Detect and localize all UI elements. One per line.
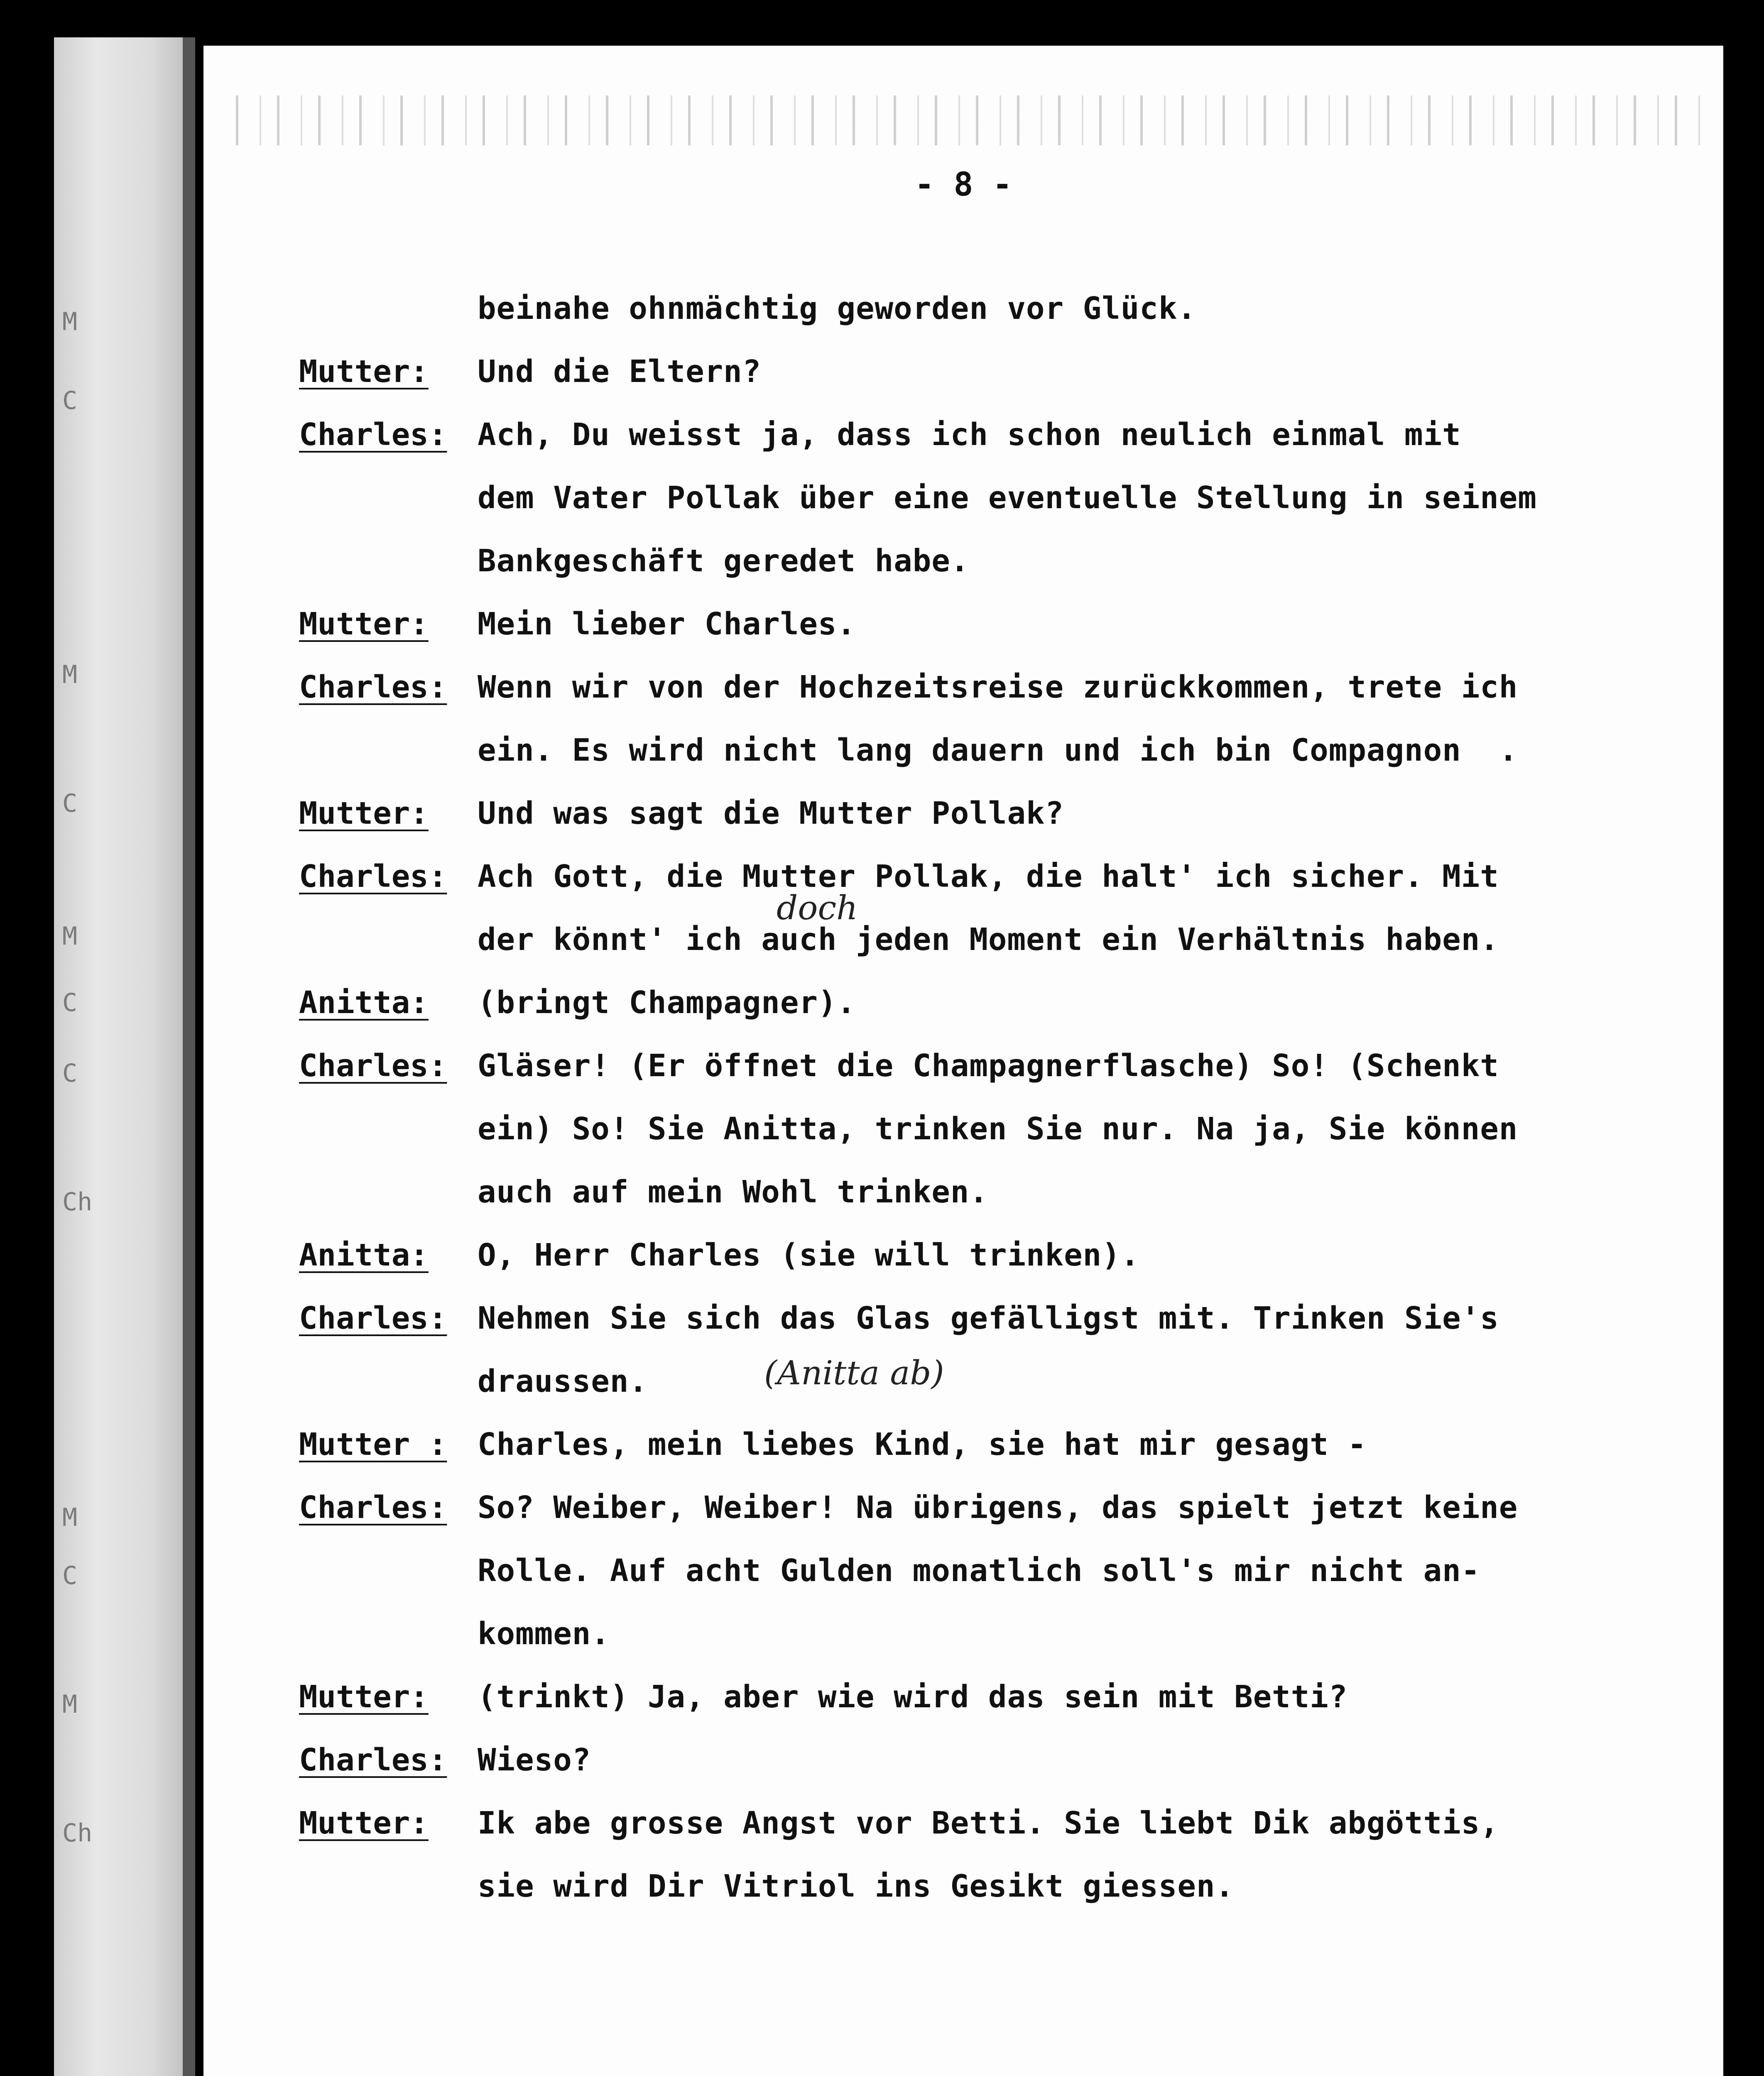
margin-mark: M [62,307,78,336]
dialogue-text: Ik abe grosse Angst vor Betti. Sie liebt Dik abgöttis, [478,1805,1499,1841]
script-line [203,354,1723,416]
dialogue-text: draussen. [478,1364,648,1399]
margin-mark: C [62,1561,78,1590]
script-line [203,480,1723,542]
script-line [203,1364,1723,1426]
dialogue-text: beinahe ohnmächtig geworden vor Glück. [478,291,1196,326]
script-line [203,543,1723,605]
dialogue-text: auch auf mein Wohl trinken. [478,1174,988,1210]
dialogue-text: kommen. [478,1616,610,1652]
film-edge [183,37,195,2076]
script-line [203,1679,1723,1741]
script-line [203,1742,1723,1804]
speaker-label: Mutter: [299,1679,429,1715]
dialogue-text: sie wird Dir Vitriol ins Gesikt giessen. [478,1868,1235,1904]
script-line [203,1174,1723,1236]
speaker-label: Mutter: [299,796,429,831]
dialogue-text: Rolle. Auf acht Gulden monatlich soll's mir nicht an- [478,1553,1480,1589]
script-line [203,1048,1723,1110]
script-line [203,859,1723,921]
dialogue-text: So? Weiber, Weiber! Na übrigens, das spielt jetzt keine [478,1490,1518,1525]
script-line [203,1300,1723,1363]
script-line [203,1805,1723,1868]
speaker-label: Charles: [299,1300,447,1336]
dialogue-text: (trinkt) Ja, aber wie wird das sein mit Betti? [478,1679,1348,1715]
script-line [203,732,1723,795]
speaker-label: Charles: [299,669,447,705]
speaker-label: Charles: [299,859,447,894]
speaker-label: Anitta: [299,985,429,1021]
page-number: - 8 - [914,166,1012,203]
script-line [203,796,1723,858]
dialogue-text: ein) So! Sie Anitta, trinken Sie nur. Na ja, Sie können [478,1111,1518,1147]
speaker-label: Charles: [299,1742,447,1778]
dialogue-text: Mein lieber Charles. [478,606,856,642]
margin-mark: C [62,386,78,415]
script-line [203,1427,1723,1489]
margin-mark: C [62,1059,78,1088]
script-line [203,1237,1723,1300]
speaker-label: Mutter : [299,1427,447,1462]
speaker-label: Charles: [299,1490,447,1525]
script-line [203,1111,1723,1173]
script-line [203,606,1723,668]
script-line [203,922,1723,984]
film-strip [54,37,191,2076]
dialogue-text: dem Vater Pollak über eine eventuelle Stellung in seinem [478,480,1537,516]
script-line [203,1553,1723,1615]
speaker-label: Charles: [299,1048,447,1084]
script-line [203,291,1723,353]
margin-mark: Ch [62,1819,93,1848]
margin-mark: M [62,922,78,951]
margin-mark: C [62,789,78,818]
script-line [203,1616,1723,1678]
speaker-label: Mutter: [299,354,429,389]
dialogue-text: Wieso? [478,1742,591,1778]
dialogue-text: (bringt Champagner). [478,985,856,1021]
speaker-label: Mutter: [299,1805,429,1841]
dialogue-text: Wenn wir von der Hochzeitsreise zurückkommen, trete ich [478,669,1518,705]
dialogue-text: Und die Eltern? [478,354,762,389]
script-line [203,1868,1723,1931]
dialogue-text: O, Herr Charles (sie will trinken). [478,1237,1140,1273]
handwritten-stage-note: (Anitta ab) [764,1354,944,1392]
dialogue-text: der könnt' ich auch jeden Moment ein Verhältnis haben. [478,922,1499,957]
dialogue-text: Gläser! (Er öffnet die Champagnerflasche) So! (Schenkt [478,1048,1499,1084]
dialogue-text: Bankgeschäft geredet habe. [478,543,970,579]
header-scan-noise [220,95,1703,145]
typescript-page [203,46,1723,2076]
speaker-label: Mutter: [299,606,429,642]
margin-mark: Ch [62,1187,93,1217]
margin-mark: C [62,988,78,1017]
dialogue-text: Nehmen Sie sich das Glas gefälligst mit. Trinken Sie's [478,1300,1499,1336]
script-line [203,985,1723,1047]
dialogue-text: Ach Gott, die Mutter Pollak, die halt' ich sicher. Mit [478,859,1499,894]
dialogue-text: Und was sagt die Mutter Pollak? [478,796,1064,831]
margin-mark: M [62,1503,78,1532]
speaker-label: Charles: [299,417,447,453]
script-line [203,1490,1723,1552]
margin-mark: M [62,1690,78,1719]
dialogue-text: Charles, mein liebes Kind, sie hat mir gesagt - [478,1427,1367,1462]
script-line [203,417,1723,479]
dialogue-text: Ach, Du weisst ja, dass ich schon neulich einmal mit [478,417,1461,453]
dialogue-text: ein. Es wird nicht lang dauern und ich bin Compagnon . [478,732,1518,768]
margin-mark: M [62,660,78,689]
script-line [203,669,1723,732]
handwritten-correction: doch [777,889,858,927]
speaker-label: Anitta: [299,1237,429,1273]
